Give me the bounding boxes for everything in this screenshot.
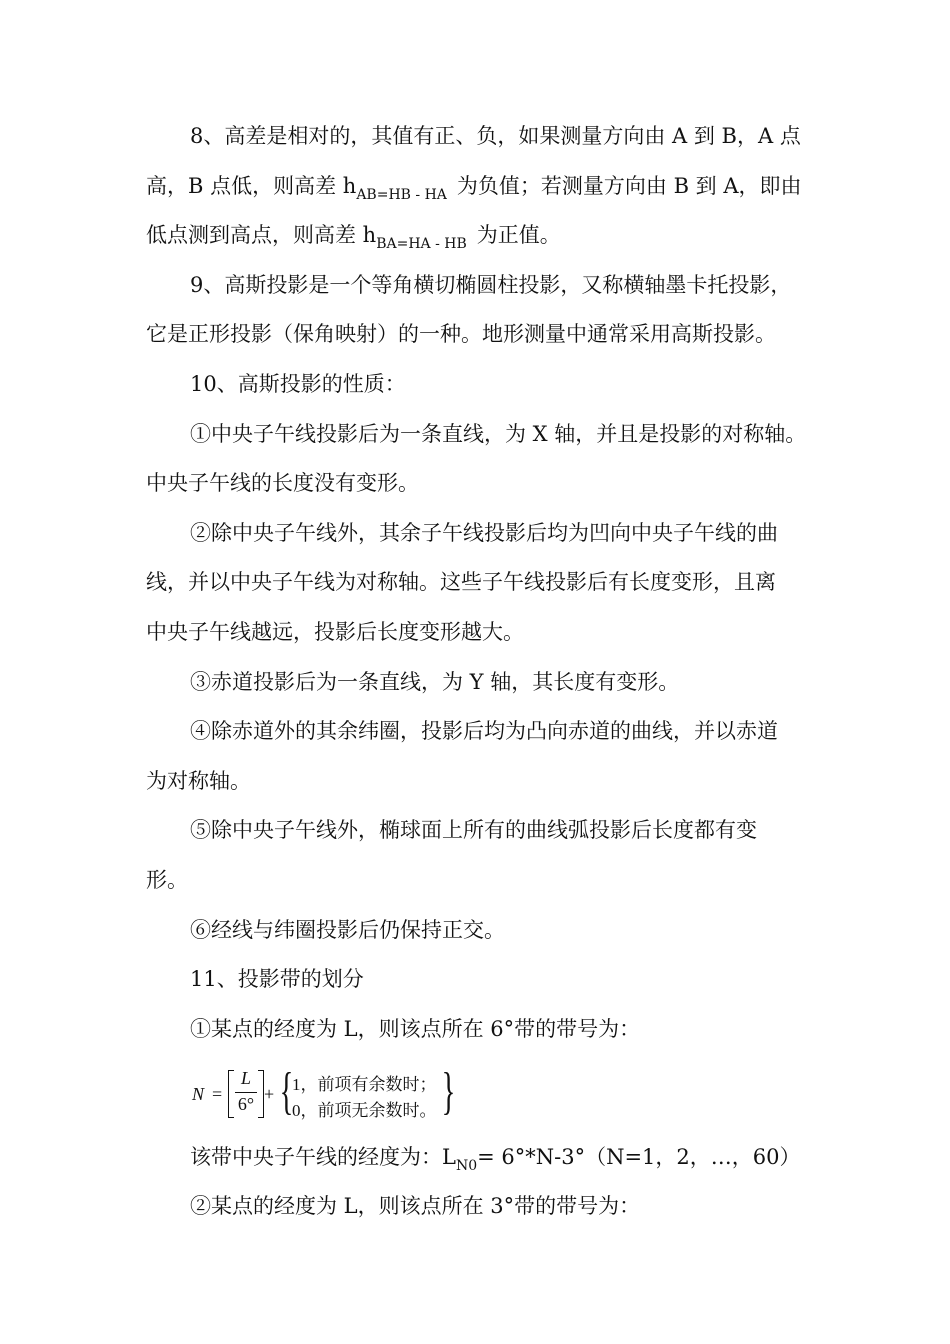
text: ④除赤道外的其余纬圈，投影后均为凸向赤道的曲线，并以赤道 <box>190 719 778 743</box>
text: 形。 <box>146 868 188 892</box>
right-brace: } <box>441 1063 456 1120</box>
central-meridian-formula <box>190 1145 801 1172</box>
paragraph-11-heading <box>190 967 364 991</box>
text: 为正值。 <box>476 223 561 247</box>
formula-lhs: N <box>192 1084 205 1104</box>
text: = 6°*N-3°（N=1，2，…，60） <box>477 1145 801 1169</box>
formula-equals: = <box>212 1084 223 1104</box>
property-4-line-1 <box>190 719 778 743</box>
formula-numerator: L <box>240 1068 251 1088</box>
text: 为对称轴。 <box>146 769 251 793</box>
text: ②除中央子午线外，其余子午线投影后均为凹向中央子午线的曲 <box>190 521 778 545</box>
property-2-line-3 <box>146 620 524 644</box>
fraction-bar <box>235 1092 257 1093</box>
property-2-line-1 <box>190 521 778 545</box>
text: 该带中央子午线的经度为：L <box>190 1145 456 1169</box>
text: ⑤除中央子午线外，椭球面上所有的曲线弧投影后长度都有变 <box>190 818 757 842</box>
text: 8、高差是相对的，其值有正、负，如果测量方向由 A 到 B，A 点 <box>190 124 801 148</box>
text: 为负值；若测量方向由 B 到 A，即由 <box>456 174 802 198</box>
text: ①某点的经度为 L，则该点所在 6°带的带号为： <box>190 1017 641 1041</box>
text: 中央子午线越远，投影后长度变形越大。 <box>146 620 524 644</box>
text: 11、投影带的划分 <box>190 967 364 991</box>
paragraph-8-line-2 <box>146 174 802 201</box>
property-5-line-1 <box>190 818 757 842</box>
property-6 <box>190 918 505 942</box>
text: 10、高斯投影的性质： <box>190 372 406 396</box>
text: 中央子午线的长度没有变形。 <box>146 471 419 495</box>
paragraph-8-line-3 <box>146 223 561 250</box>
left-brace: { <box>279 1063 294 1120</box>
property-5-line-2 <box>146 868 188 892</box>
paragraph-9-line-2 <box>146 322 776 346</box>
text: 9、高斯投影是一个等角横切椭圆柱投影，又称横轴墨卡托投影， <box>190 273 792 297</box>
text: 低点测到高点，则高差 h <box>146 223 377 247</box>
text: ⑥经线与纬圈投影后仍保持正交。 <box>190 918 505 942</box>
formula-case-2: 0，前项无余数时。 <box>292 1101 437 1120</box>
text: ①中央子午线投影后为一条直线，为 X 轴，并且是投影的对称轴。 <box>190 422 807 446</box>
text: ②某点的经度为 L，则该点所在 3°带的带号为： <box>190 1194 641 1218</box>
formula-denominator: 6° <box>237 1094 255 1114</box>
text: 它是正形投影（保角映射）的一种。地形测量中通常采用高斯投影。 <box>146 322 776 346</box>
text: 高，B 点低，则高差 h <box>146 174 357 198</box>
property-4-line-2 <box>146 769 251 793</box>
subscript-n0: N0 <box>455 1158 478 1174</box>
subscript-formula: BA=HA - HB <box>376 236 467 252</box>
paragraph-9-line-1 <box>190 273 791 297</box>
subscript-formula: AB=HB - HA <box>356 187 447 203</box>
text: 线，并以中央子午线为对称轴。这些子午线投影后有长度变形，且离 <box>146 570 776 594</box>
paragraph-10-heading <box>190 372 406 396</box>
paragraph-8-line-1 <box>190 124 801 148</box>
formula-case-1: 1，前项有余数时； <box>292 1075 437 1094</box>
property-1-line-2 <box>146 471 419 495</box>
property-2-line-2 <box>146 570 776 594</box>
zone-6-degree-text <box>190 1017 640 1041</box>
formula-plus: + <box>264 1084 275 1104</box>
property-3 <box>190 670 679 694</box>
property-1-line-1 <box>190 422 806 446</box>
text: ③赤道投影后为一条直线，为 Y 轴，其长度有变形。 <box>190 670 680 694</box>
zone-3-degree-text <box>190 1194 640 1218</box>
